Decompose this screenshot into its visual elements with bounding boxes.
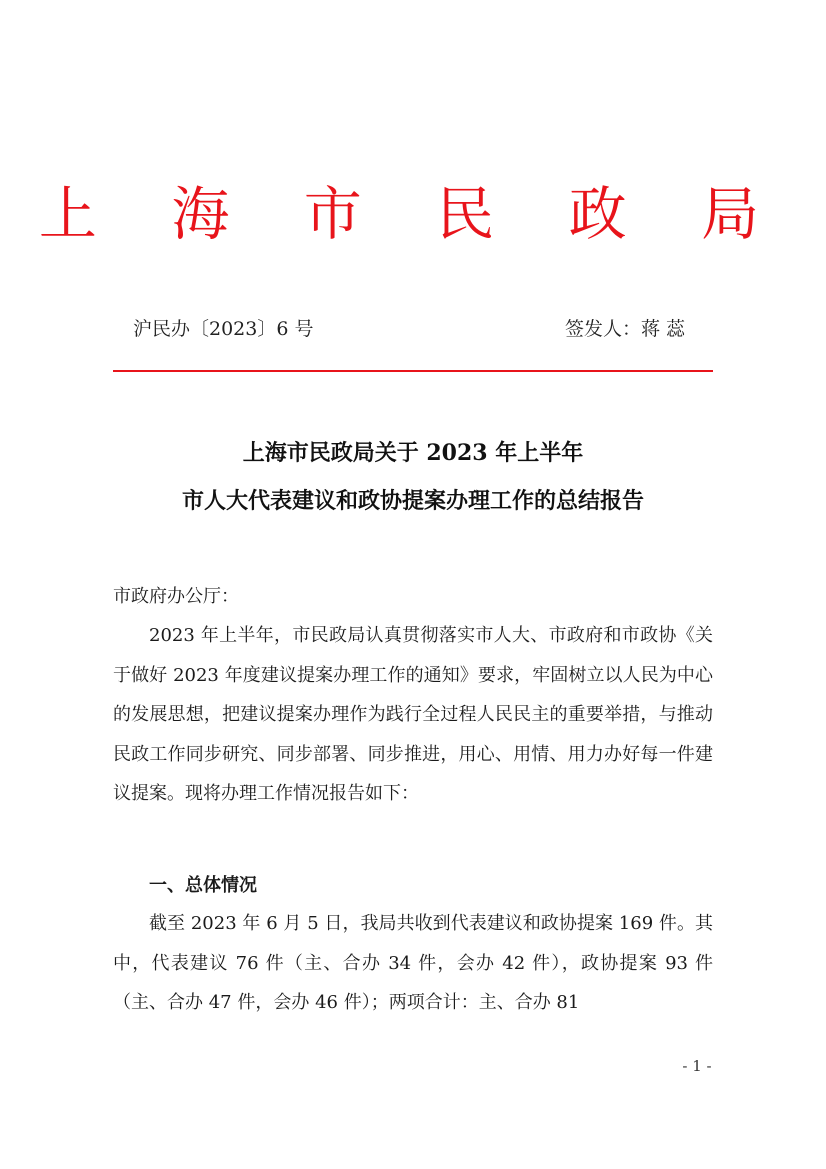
document-title-line-1: 上海市民政局关于 2023 年上半年	[242, 440, 584, 466]
section-heading-overview: 一、总体情况	[149, 875, 257, 896]
salutation: 市政府办公厅：	[113, 586, 239, 607]
issuer-title: 上 海 市 民 政 局	[38, 180, 788, 248]
document-title-line-2: 市人大代表建议和政协提案办理工作的总结报告	[181, 488, 644, 514]
red-separator-line	[113, 370, 713, 372]
page-number: - 1 -	[682, 1057, 712, 1075]
document-number: 沪民办〔2023〕6 号	[133, 318, 314, 340]
paragraph-overview: 截至 2023 年 6 月 5 日，我局共收到代表建议和政协提案 169 件。其中，代表建议 76 件（主、合办 34 件，会办 42 件），政协提案 93 件（主、合办 47 件，会办 46 件）；两项合计：主、合办 81	[113, 913, 713, 1013]
document-info-line	[133, 315, 685, 343]
signer: 签发人：蒋 蕊	[564, 318, 685, 340]
paragraph-intro: 2023 年上半年，市民政局认真贯彻落实市人大、市政府和市政协《关于做好 2023 年度建议提案办理工作的通知》要求，牢固树立以人民为中心的发展思想，把建议提案办理作为践行全过程人民民主的重要举措，与推动民政工作同步研究、同步部署、同步推进，用心、用情、用力办好每一件建议提案。现将办理工作情况报告如下：	[113, 625, 713, 804]
